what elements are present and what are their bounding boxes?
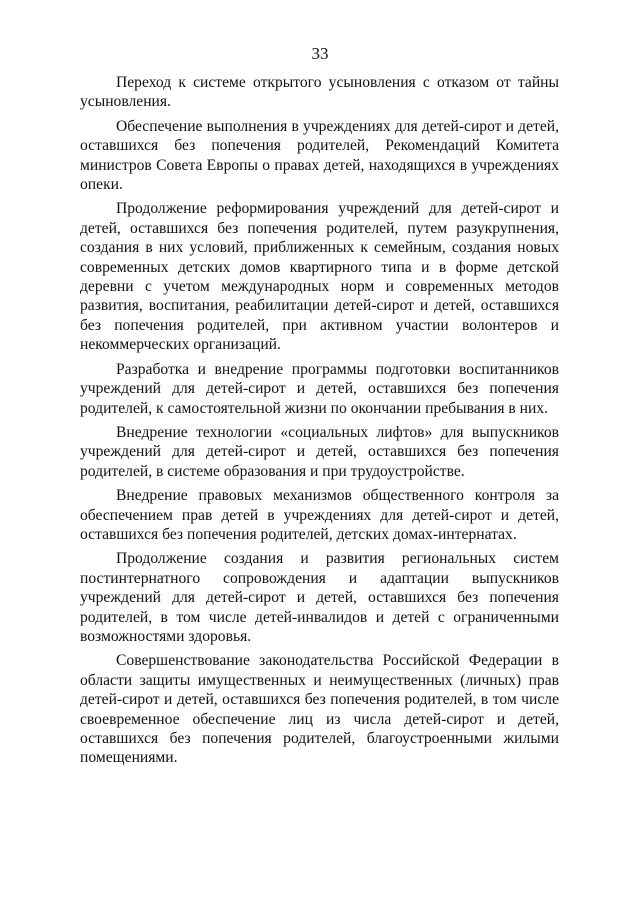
paragraph-adoption-secrecy: Переход к системе открытого усыновления с отказом от тайны усыновления. <box>80 74 559 111</box>
paragraph-post-institutional-support: Продолжение создания и развития региональных систем постинтернатного сопровождения и адаптации выпускников учреждений для детей-сирот и детей, оставшихся без попечения родителей, в том числе детей-инвалидов и детей с ограниченными возможностями здоровья. <box>80 550 559 645</box>
paragraph-independent-life-program: Разработка и внедрение программы подготовки воспитанников учреждений для детей-сирот и детей, оставшихся без попечения родителей, к самостоятельной жизни по окончании пребывания в них. <box>80 360 559 417</box>
paragraph-public-control: Внедрение правовых механизмов общественного контроля за обеспечением прав детей в учреждениях для детей-сирот и детей, оставшихся без попечения родителей, детских домах-интернатах. <box>80 487 559 543</box>
paragraph-council-of-europe-recommendations: Обеспечение выполнения в учреждениях для детей-сирот и детей, оставшихся без попечения родителей, Рекомендаций Комитета министров Совета Европы о правах детей, находящихся в учреждениях опеки. <box>80 117 559 194</box>
paragraph-institution-reform: Продолжение реформирования учреждений для детей-сирот и детей, оставшихся без попечения родителей, путем разукрупнения, создания в них условий, приближенных к семейным, создания новых современных детских домов квартирного типа и в форме детской деревни с учетом международных норм и современных методов развития, воспитания, реабилитации детей-сирот и детей, оставшихся без попечения родителей, при активном участии волонтеров и некоммерческих организаций. <box>80 200 559 354</box>
paragraph-legislation-improvement: Совершенствование законодательства Российской Федерации в области защиты имущественных и неимущественных (личных) прав детей-сирот и детей, оставшихся без попечения родителей, в том числе своевременное обеспечение лиц из числа детей-сирот и детей, оставшихся без попечения родителей, благоустроенными жилыми помещениями. <box>80 652 559 767</box>
paragraph-social-lifts: Внедрение технологии «социальных лифтов» для выпускников учреждений для детей-сирот и детей, оставшихся без попечения родителей, в системе образования и при трудоустройстве. <box>80 423 559 480</box>
document-body <box>80 73 559 773</box>
page-number: 33 <box>311 44 329 63</box>
